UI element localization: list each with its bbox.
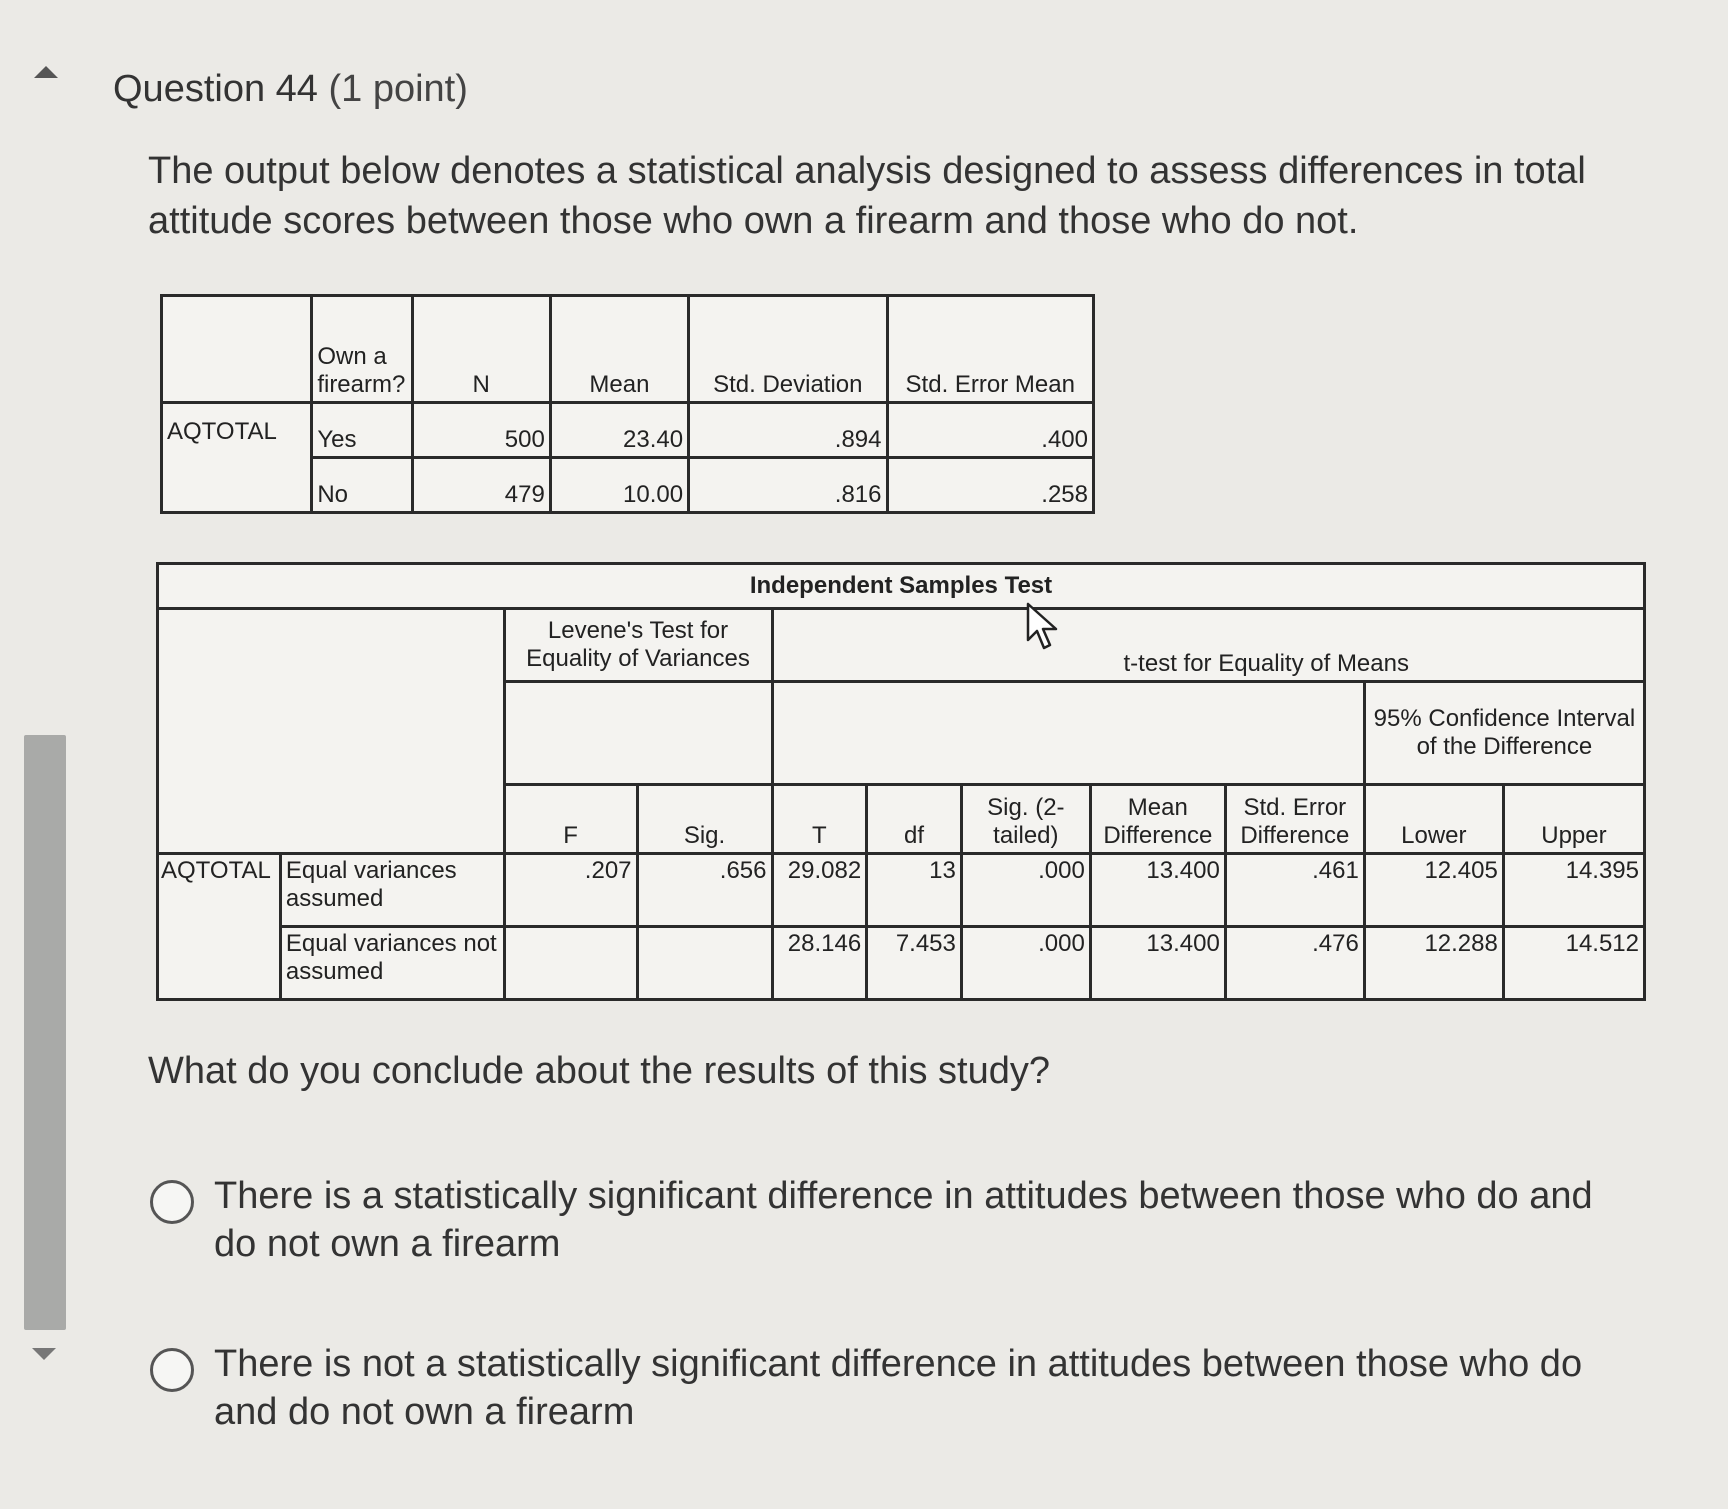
se-diff-cell: .461 [1225, 854, 1364, 927]
f-cell: .207 [504, 854, 637, 927]
ci-lower-cell: 12.288 [1364, 927, 1503, 1000]
row-label: Equal variances assumed [280, 854, 504, 927]
mean-diff-cell: 13.400 [1090, 927, 1225, 1000]
df-cell: 13 [867, 854, 962, 927]
answer-option[interactable] [150, 1340, 1630, 1436]
header-cell: Mean [550, 296, 688, 403]
variable-label: AQTOTAL [158, 854, 281, 1000]
scroll-up-icon[interactable] [34, 66, 58, 78]
answer-option-label[interactable]: There is a statistically significant difference in attitudes between those who do and do not own a firearm [214, 1175, 1593, 1265]
ci-lower-cell: 12.405 [1364, 854, 1503, 927]
question-prompt: What do you conclude about the results of this study? [148, 1050, 1050, 1092]
sig2-cell: .000 [961, 854, 1090, 927]
table-header-row [158, 609, 1645, 682]
header-cell: Upper [1503, 785, 1644, 854]
header-cell: Mean Difference [1090, 785, 1225, 854]
group-statistics-table [160, 294, 1095, 514]
table-row [158, 854, 1645, 927]
header-cell: Std. Error Mean [887, 296, 1094, 403]
f-cell [504, 927, 637, 1000]
sig-cell [637, 927, 772, 1000]
table-row [158, 927, 1645, 1000]
mean-cell: 23.40 [550, 403, 688, 458]
t-cell: 28.146 [772, 927, 867, 1000]
scrollbar-thumb[interactable] [24, 735, 66, 1330]
se-diff-cell: .476 [1225, 927, 1364, 1000]
question-number: Question 44 [113, 68, 318, 110]
mean-diff-cell: 13.400 [1090, 854, 1225, 927]
row-label: Equal variances not assumed [280, 927, 504, 1000]
se-cell: .258 [887, 458, 1094, 513]
radio-button-icon[interactable] [150, 1348, 194, 1392]
question-intro: The output below denotes a statistical analysis designed to assess differences in total attitude scores between those who own a firearm and those who do not. [148, 150, 1586, 242]
answer-option-label[interactable]: There is not a statistically significant difference in attitudes between those who do and do not own a firearm [214, 1343, 1583, 1433]
table-header-row [162, 296, 1094, 403]
se-cell: .400 [887, 403, 1094, 458]
ci-upper-cell: 14.512 [1503, 927, 1644, 1000]
sd-cell: .894 [689, 403, 887, 458]
sig2-cell: .000 [961, 927, 1090, 1000]
question-points: (1 point) [328, 68, 468, 110]
table-title-row [158, 564, 1645, 609]
header-cell: T [772, 785, 867, 854]
ci-header: 95% Confidence Interval of the Difference [1364, 682, 1644, 785]
levene-header: Levene's Test for Equality of Variances [504, 609, 772, 682]
header-cell: Std. Deviation [689, 296, 887, 403]
header-cell [162, 296, 312, 403]
scroll-down-icon[interactable] [32, 1348, 56, 1360]
group-cell: No [312, 458, 412, 513]
header-cell: df [867, 785, 962, 854]
header-cell [772, 682, 1364, 785]
header-cell [504, 682, 772, 785]
sd-cell: .816 [689, 458, 887, 513]
ttest-header: t-test for Equality of Means [772, 609, 1645, 682]
header-cell: Std. Error Difference [1225, 785, 1364, 854]
header-cell: Lower [1364, 785, 1503, 854]
header-cell: Sig. [637, 785, 772, 854]
independent-samples-test-table [156, 562, 1646, 1001]
n-cell: 500 [412, 403, 550, 458]
df-cell: 7.453 [867, 927, 962, 1000]
sig-cell: .656 [637, 854, 772, 927]
mean-cell: 10.00 [550, 458, 688, 513]
table-row [162, 403, 1094, 458]
radio-button-icon[interactable] [150, 1180, 194, 1224]
answer-option[interactable] [150, 1172, 1630, 1268]
t-cell: 29.082 [772, 854, 867, 927]
ci-upper-cell: 14.395 [1503, 854, 1644, 927]
question-title [113, 68, 468, 111]
variable-label: AQTOTAL [162, 403, 312, 513]
header-cell: Own a firearm? [312, 296, 412, 403]
mouse-pointer-icon [1026, 602, 1066, 654]
n-cell: 479 [412, 458, 550, 513]
header-cell: N [412, 296, 550, 403]
table-title: Independent Samples Test [158, 564, 1645, 609]
header-cell: F [504, 785, 637, 854]
header-cell: Sig. (2-tailed) [961, 785, 1090, 854]
header-cell [158, 609, 505, 854]
group-cell: Yes [312, 403, 412, 458]
